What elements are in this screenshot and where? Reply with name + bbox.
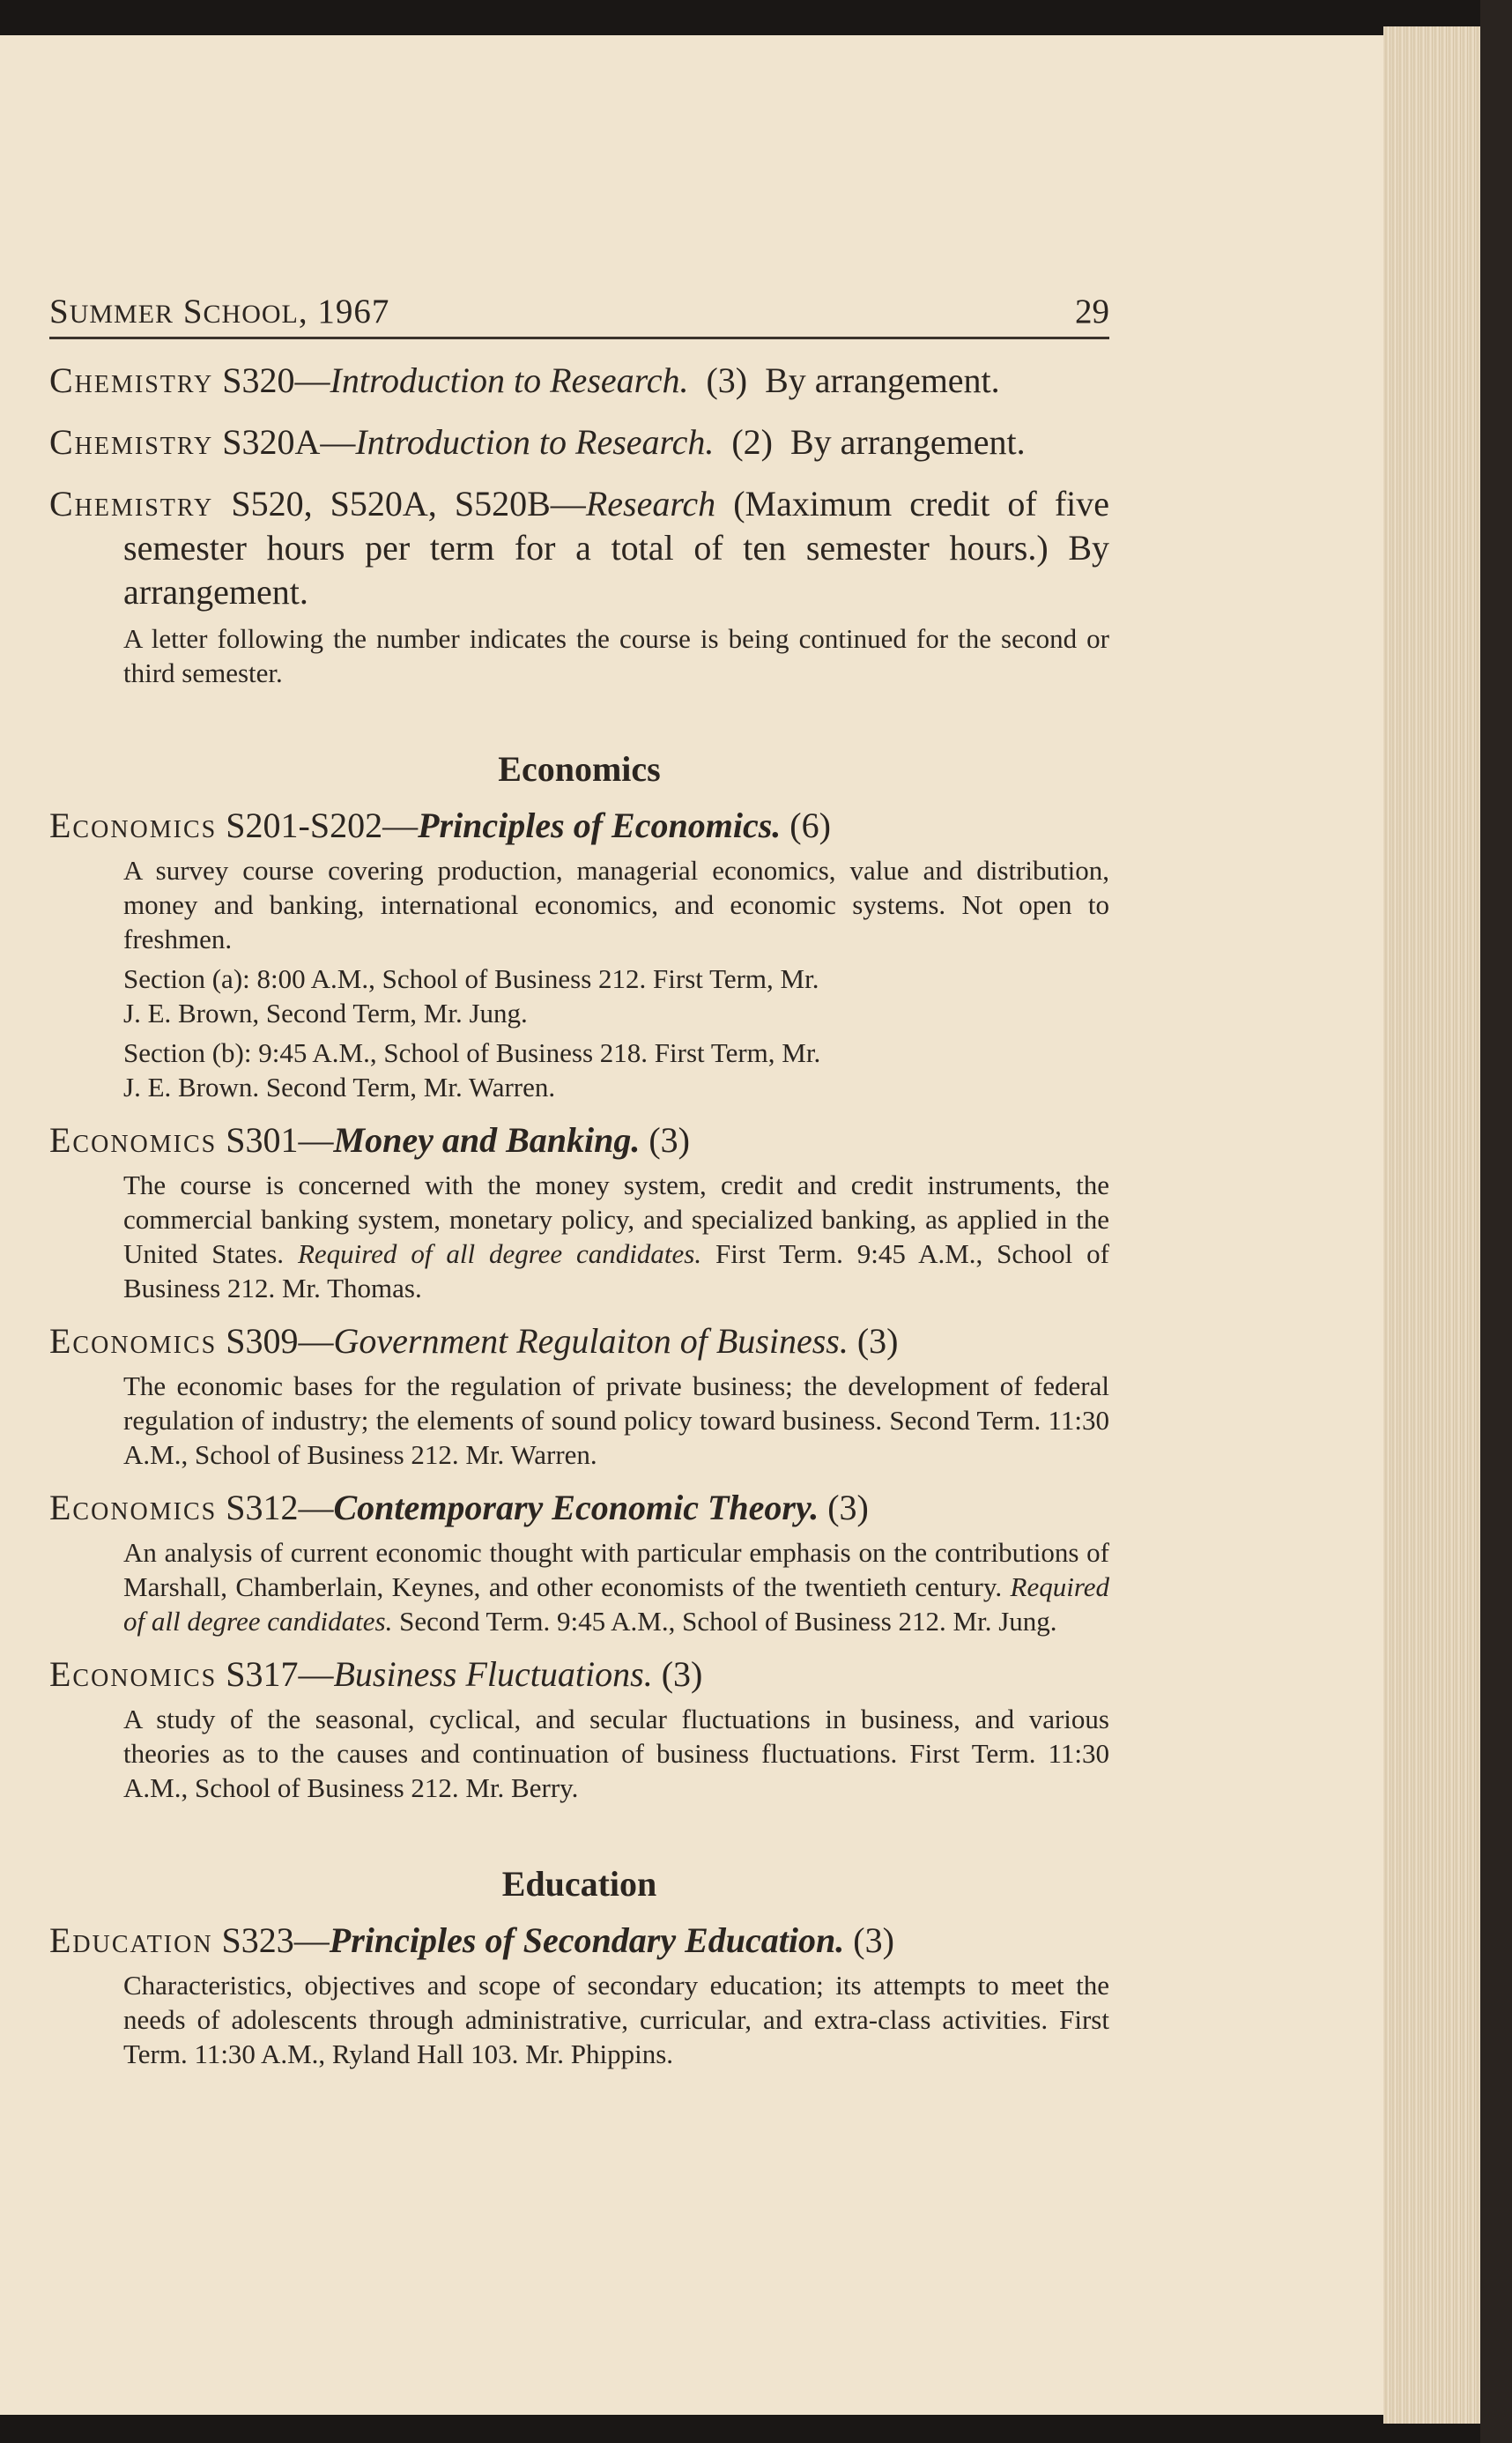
course-description: A survey course covering production, managerial economics, value and distribution, money and banking, international economics, and economic systems. Not open to freshmen.: [123, 855, 1109, 954]
book-spine-shadow: [1480, 0, 1512, 2443]
running-header: [49, 282, 1109, 339]
course-section-cont: J. E. Brown. Second Term, Mr. Warren.: [123, 1072, 556, 1103]
course-description: The economic bases for the regulation of private business; the development of federal regulation of industry; the elements of sound policy toward business. Second Term. 11:30 A.M., School of Business 212. Mr. Warren.: [123, 1370, 1109, 1470]
course-entry: Economics S309—Government Regulaiton of Business. (3): [49, 1321, 899, 1361]
course-entry: Economics S317—Business Fluctuations. (3): [49, 1654, 703, 1694]
course-note: A letter following the number indicates the course is being continued for the second or third semester.: [123, 623, 1109, 688]
course-description: An analysis of current economic thought with particular emphasis on the contributions of Marshall, Chamberlain, Keynes, and other economists of the twentieth century. Required of all degree candidates. Second Term. 9:45 A.M., School of Business 212. Mr. Jung.: [123, 1537, 1110, 1637]
course-description: The course is concerned with the money system, credit and credit instruments, the commercial banking system, monetary policy, and specialized banking, as applied in the United States. Required of all degree candidates. First Term. 9:45 A.M., School of Business 212. Mr. Thomas.: [123, 1170, 1109, 1303]
course-entry: Education S323—Principles of Secondary Education. (3): [49, 1920, 894, 1960]
course-entry: Economics S312—Contemporary Economic Theory. (3): [49, 1488, 869, 1527]
course-entry: Economics S301—Money and Banking. (3): [49, 1120, 690, 1160]
page-content: [49, 282, 1109, 2071]
course-section: Section (a): 8:00 A.M., School of Business 212. First Term, Mr.: [123, 963, 819, 994]
course-section-cont: J. E. Brown, Second Term, Mr. Jung.: [123, 998, 528, 1028]
course-entry: Chemistry S320A—Introduction to Research. (2) By arrangement.: [49, 422, 1026, 462]
section-heading-education: Education: [501, 1864, 657, 1904]
running-title: SUMMER SCHOOL, 1967: [49, 293, 390, 330]
course-entry: Economics S201-S202—Principles of Economics. (6): [49, 806, 831, 845]
course-description: Characteristics, objectives and scope of secondary education; its attempts to meet the needs of adolescents through administrative, curricular, and extra-class activities. First Term. 11:30 A.M., Ryland Hall 103. Mr. Phippins.: [123, 1970, 1109, 2069]
page-number: 29: [1075, 293, 1109, 330]
course-entry: Chemistry S520, S520A, S520B—Research (Maximum credit of five semester hours per term for a total of ten semester hours.) By arrangement.: [49, 484, 1110, 612]
course-section: Section (b): 9:45 A.M., School of Business 218. First Term, Mr.: [123, 1037, 821, 1068]
page-edges: [1383, 26, 1489, 2424]
section-heading-economics: Economics: [498, 749, 661, 789]
course-entry: Chemistry S320—Introduction to Research. (3) By arrangement.: [49, 360, 1000, 400]
course-description: A study of the seasonal, cyclical, and secular fluctuations in business, and various theories as to the causes and continuation of business fluctuations. First Term. 11:30 A.M., School of Business 212. Mr. Berry.: [123, 1704, 1109, 1803]
